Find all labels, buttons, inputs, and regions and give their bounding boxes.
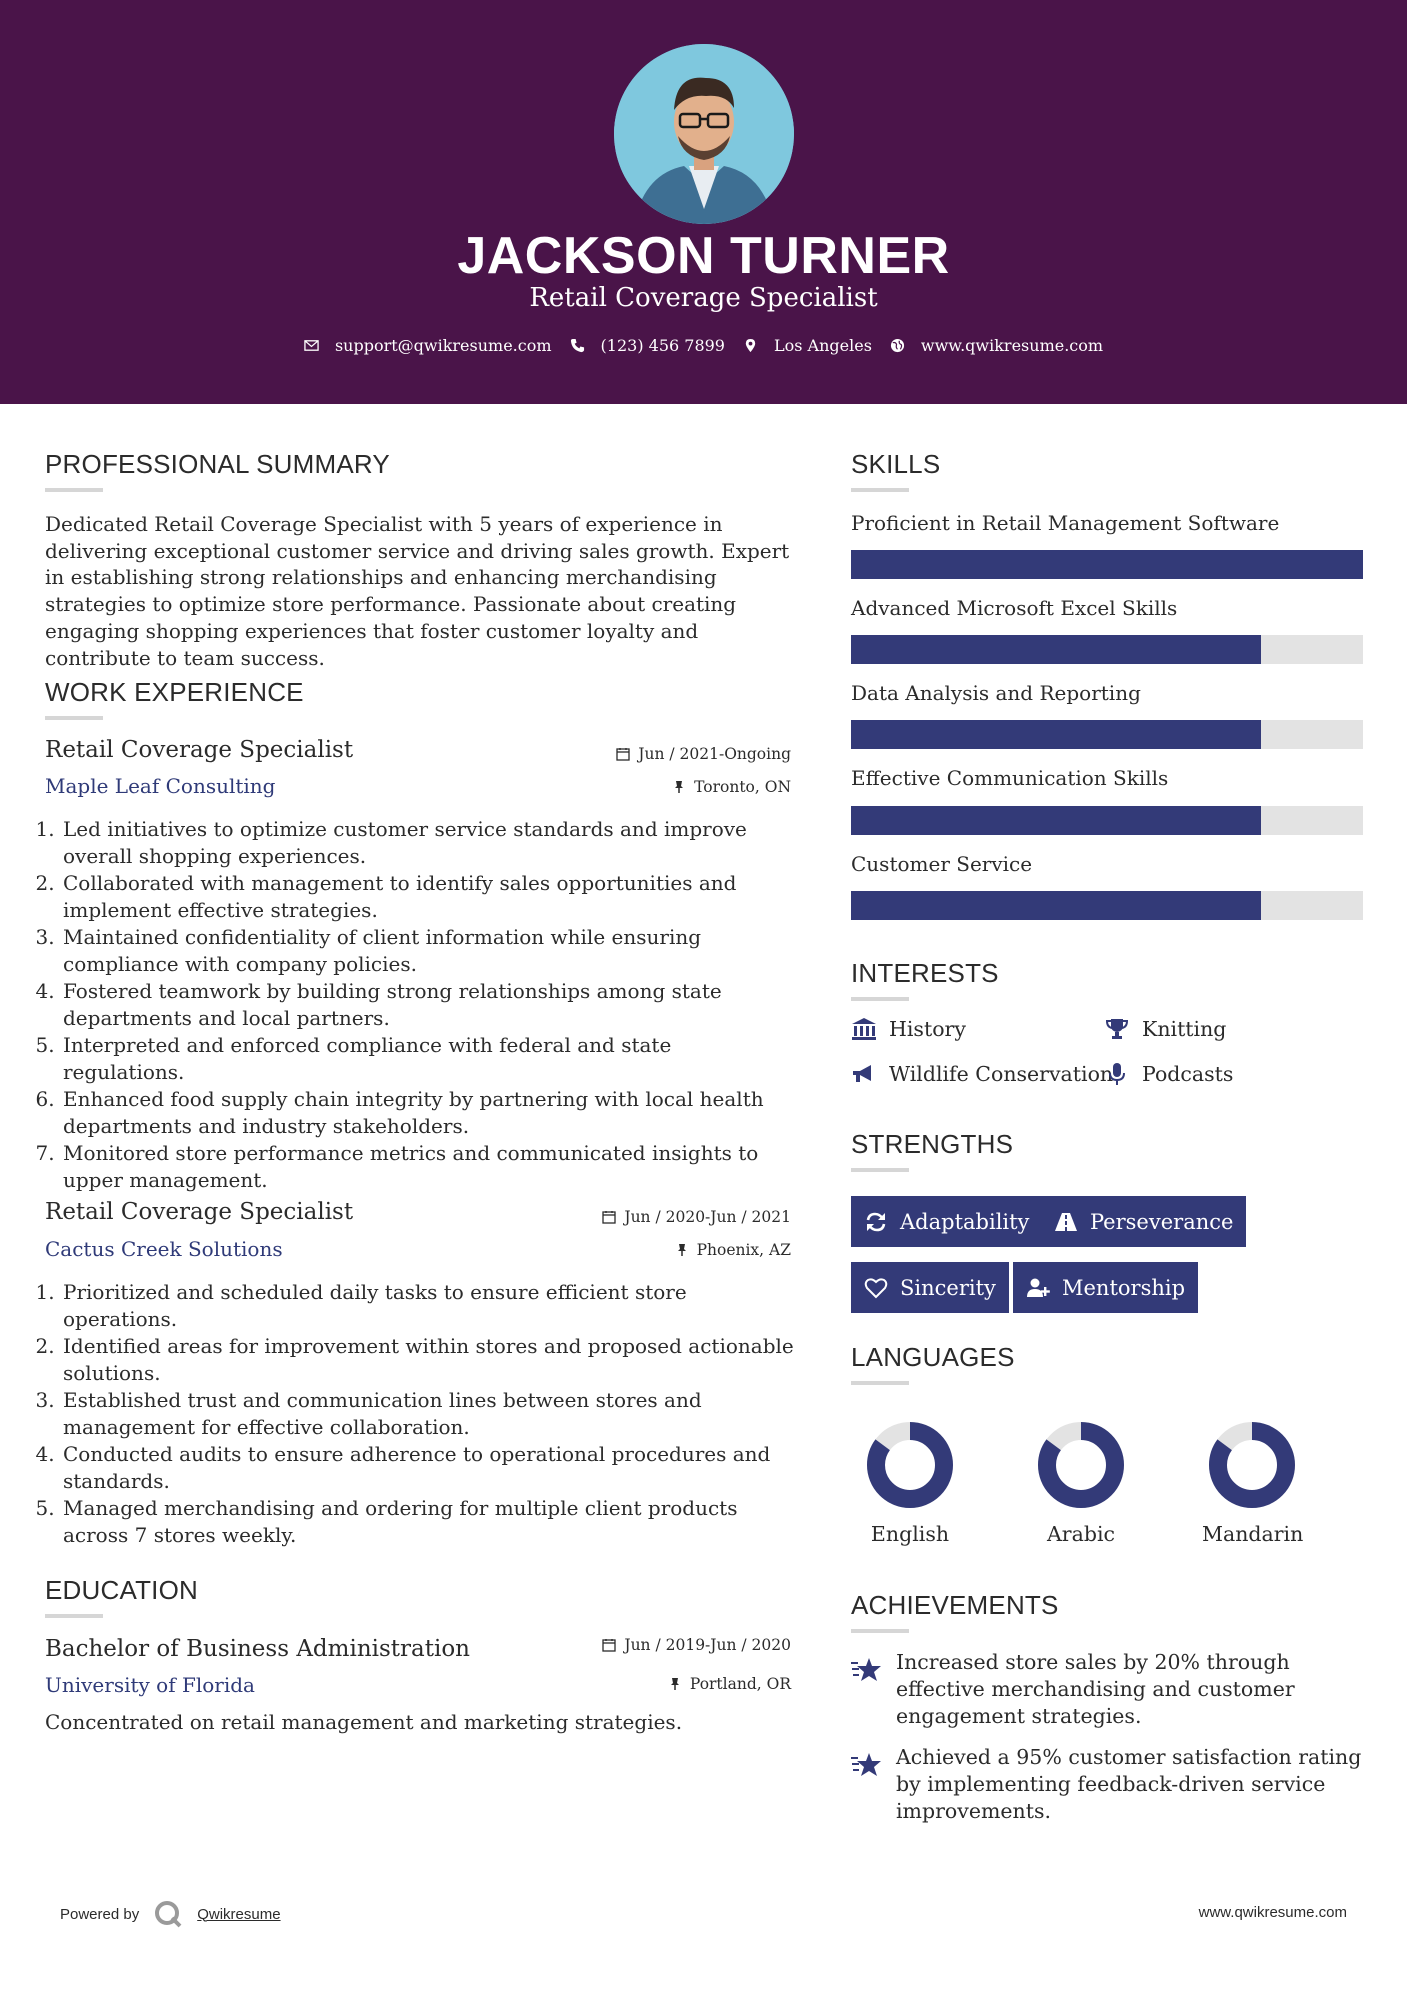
map-marker-icon — [743, 338, 758, 353]
skills-divider — [851, 488, 909, 492]
job-location — [520, 1241, 791, 1259]
skill-label: Effective Communication Skills — [851, 766, 1169, 790]
summary-text: Dedicated Retail Coverage Specialist with 5 years of experience in delivering exceptional customer service and driving sales growth. Expert in establishing strong relationships and enhancing merchandising strategies to optimize store performance. Passionate about creating engaging shopping experiences that foster customer loyalty and contribute to team success. — [45, 512, 790, 670]
strength-label: Adaptability — [900, 1209, 1030, 1234]
contact-phone[interactable] — [570, 336, 725, 355]
duty-item: 1. Prioritized and scheduled daily tasks to ensure efficient store operations. — [61, 1279, 795, 1333]
contact-website[interactable] — [890, 336, 1103, 355]
interests-divider — [851, 997, 909, 1001]
trophy-icon — [1104, 1017, 1130, 1041]
microphone-icon — [1104, 1062, 1130, 1086]
interest-label: Wildlife Conservation — [889, 1062, 1114, 1086]
strength-tag — [1013, 1262, 1198, 1313]
achievement-item: Achieved a 95% customer satisfaction rating by implementing feedback-driven service improvements. — [896, 1745, 1362, 1823]
calendar-icon — [602, 1210, 616, 1224]
duty-item: 2. Collaborated with management to identify sales opportunities and implement effective strategies. — [61, 870, 795, 924]
language-label: Arabic — [1047, 1522, 1115, 1546]
footer-branding — [60, 1899, 281, 1929]
candidate-title: Retail Coverage Specialist — [529, 283, 878, 313]
duty-item: 2. Identified areas for improvement within stores and proposed actionable solutions. — [61, 1333, 795, 1387]
interest-item — [851, 1017, 966, 1041]
pushpin-icon — [675, 1243, 689, 1257]
job-dates — [520, 745, 791, 763]
contact-bar — [0, 336, 1407, 355]
interest-label: Knitting — [1142, 1017, 1227, 1041]
heart-icon — [864, 1277, 888, 1299]
skills-heading: SKILLS — [851, 449, 941, 479]
language-donut — [1037, 1421, 1125, 1509]
skill-bar — [851, 550, 1363, 579]
job-title: Retail Coverage Specialist — [45, 1199, 354, 1225]
interests-heading: INTERESTS — [851, 958, 999, 988]
job-dates — [520, 1208, 791, 1226]
education-dates-text: Jun / 2019-Jun / 2020 — [624, 1636, 791, 1654]
calendar-icon — [616, 747, 630, 761]
envelope-icon — [304, 338, 319, 353]
road-icon — [1054, 1211, 1078, 1233]
interest-item — [851, 1062, 1113, 1086]
summary-heading: PROFESSIONAL SUMMARY — [45, 449, 390, 479]
job-location — [520, 778, 791, 796]
strengths-divider — [851, 1168, 909, 1172]
phone-icon — [570, 338, 585, 353]
duty-item: 7. Monitored store performance metrics and communicated insights to upper management. — [61, 1140, 795, 1194]
duty-item: 5. Managed merchandising and ordering for multiple client products across 7 stores weekly. — [61, 1495, 795, 1549]
contact-location-text: Los Angeles — [773, 336, 872, 355]
strength-label: Sincerity — [900, 1275, 996, 1300]
education-location — [520, 1675, 791, 1693]
strength-label: Perseverance — [1090, 1209, 1234, 1234]
job-duties — [43, 1279, 795, 1549]
interest-item — [1104, 1017, 1226, 1041]
experience-divider — [45, 716, 103, 720]
duty-item: 6. Enhanced food supply chain integrity by partnering with local health departments and industry stakeholders. — [61, 1086, 795, 1140]
job-dates-text: Jun / 2020-Jun / 2021 — [624, 1208, 791, 1226]
profile-photo — [614, 44, 794, 224]
footer-website[interactable]: www.qwikresume.com — [1198, 1904, 1347, 1921]
education-heading: EDUCATION — [45, 1575, 198, 1605]
skill-label: Customer Service — [851, 852, 1033, 876]
strength-tag — [851, 1196, 1042, 1247]
resume-header — [0, 0, 1407, 404]
degree-title: Bachelor of Business Administration — [45, 1636, 470, 1662]
star-award-icon — [850, 1749, 884, 1781]
job-duties — [43, 816, 795, 1194]
duty-item: 1. Led initiatives to optimize customer service standards and improve overall shopping experiences. — [61, 816, 795, 870]
skill-label: Advanced Microsoft Excel Skills — [851, 596, 1178, 620]
language-label: English — [870, 1522, 950, 1546]
qwikresume-logo-icon — [153, 1899, 183, 1929]
language-donut — [1208, 1421, 1296, 1509]
summary-divider — [45, 488, 103, 492]
experience-heading: WORK EXPERIENCE — [45, 677, 304, 707]
skill-bar-fill — [851, 891, 1261, 920]
interest-label: History — [889, 1017, 966, 1041]
brand-link[interactable]: Qwikresume — [197, 1905, 281, 1923]
refresh-icon — [864, 1211, 888, 1233]
pushpin-icon — [668, 1677, 682, 1691]
duty-item: 3. Maintained confidentiality of client information while ensuring compliance with company policies. — [61, 924, 795, 978]
pushpin-icon — [672, 780, 686, 794]
duty-item: 5. Interpreted and enforced compliance with federal and state regulations. — [61, 1032, 795, 1086]
duty-item: 3. Established trust and communication lines between stores and management for effective collaboration. — [61, 1387, 795, 1441]
strength-tag — [1041, 1196, 1246, 1247]
contact-email[interactable] — [304, 336, 552, 355]
interest-label: Podcasts — [1142, 1062, 1234, 1086]
job-company: Maple Leaf Consulting — [45, 774, 276, 798]
bank-icon — [851, 1017, 877, 1041]
contact-phone-text: (123) 456 7899 — [600, 336, 725, 355]
skill-label: Proficient in Retail Management Software — [851, 511, 1280, 535]
user-plus-icon — [1026, 1277, 1050, 1299]
education-description: Concentrated on retail management and marketing strategies. — [45, 1710, 683, 1734]
contact-website-text: www.qwikresume.com — [920, 336, 1104, 355]
job-title: Retail Coverage Specialist — [45, 737, 354, 763]
achievements-divider — [851, 1629, 909, 1633]
calendar-icon — [602, 1638, 616, 1652]
duty-item: 4. Conducted audits to ensure adherence to operational procedures and standards. — [61, 1441, 795, 1495]
education-divider — [45, 1614, 103, 1618]
language-label: Mandarin — [1202, 1522, 1304, 1546]
languages-divider — [851, 1381, 909, 1385]
skill-bar — [851, 891, 1363, 920]
skill-label: Data Analysis and Reporting — [851, 681, 1141, 705]
globe-icon — [890, 338, 905, 353]
interest-item — [1104, 1062, 1233, 1086]
job-location-text: Toronto, ON — [694, 778, 791, 796]
strength-label: Mentorship — [1062, 1275, 1186, 1300]
job-company: Cactus Creek Solutions — [45, 1237, 283, 1261]
skill-bar-fill — [851, 720, 1261, 749]
education-location-text: Portland, OR — [689, 1675, 791, 1693]
skill-bar — [851, 720, 1363, 749]
skill-bar-fill — [851, 806, 1261, 835]
school-name: University of Florida — [45, 1673, 255, 1697]
strengths-heading: STRENGTHS — [851, 1129, 1014, 1159]
powered-by-text: Powered by — [60, 1905, 140, 1923]
contact-location — [743, 336, 872, 355]
duty-item: 4. Fostered teamwork by building strong relationships among state departments and local partners. — [61, 978, 795, 1032]
skill-bar — [851, 635, 1363, 664]
job-location-text: Phoenix, AZ — [696, 1241, 791, 1259]
skill-bar-fill — [851, 635, 1261, 664]
candidate-name: JACKSON TURNER — [457, 227, 950, 285]
job-dates-text: Jun / 2021-Ongoing — [638, 745, 791, 763]
achievement-item: Increased store sales by 20% through effective merchandising and customer engagement strategies. — [896, 1650, 1295, 1728]
contact-email-text: support@qwikresume.com — [334, 336, 552, 355]
achievements-heading: ACHIEVEMENTS — [851, 1590, 1059, 1620]
skill-bar — [851, 806, 1363, 835]
languages-heading: LANGUAGES — [851, 1342, 1015, 1372]
bullhorn-icon — [851, 1062, 877, 1086]
star-award-icon — [850, 1654, 884, 1686]
language-donut — [866, 1421, 954, 1509]
education-dates — [520, 1636, 791, 1654]
skill-bar-fill — [851, 550, 1363, 579]
strength-tag — [851, 1262, 1009, 1313]
